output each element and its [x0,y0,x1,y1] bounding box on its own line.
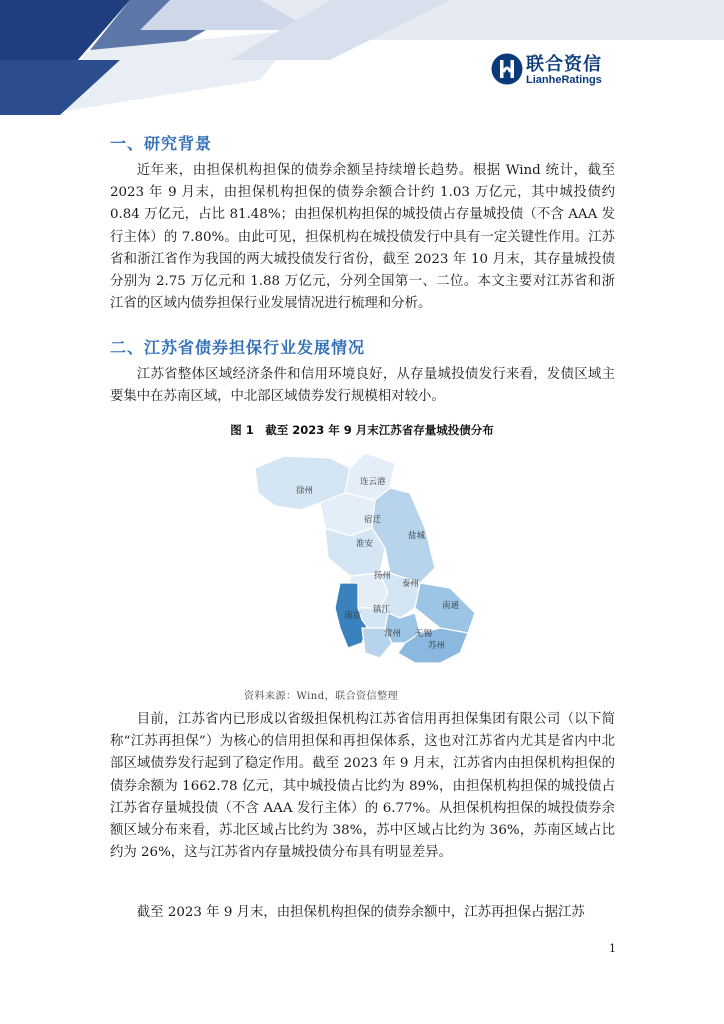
section-1-title: 一、研究背景 [110,134,213,153]
label-nanjing: 南京 [344,611,362,621]
section-2-title: 二、江苏省债券担保行业发展情况 [110,338,366,357]
label-lianyungang: 连云港 [360,477,386,487]
label-suqian: 宿迁 [364,515,382,525]
label-yangzhou: 扬州 [374,571,392,581]
label-zhenjiang: 镇江 [373,605,391,615]
logo-english-name: LianheRatings [526,74,602,86]
label-taizhou: 泰州 [402,579,420,589]
label-suzhou: 苏州 [428,641,446,651]
label-wuxi: 无锡 [415,629,433,639]
body-paragraph-2: 截至 2023 年 9 月末，由担保机构担保的债券余额中，江苏再担保占据江苏 [136,905,585,920]
body-paragraph-1: 目前，江苏省内已形成以省级担保机构江苏省信用再担保集团有限公司（以下简称“江苏再担保”）为核心的信用担保和再担保体系，这也对江苏省内尤其是省内中北部区域债券发行起到了稳定作用。截至 2023 年 9 月末，江苏省内由担保机构担保的债券余额为 1662.78 亿元，其中城投债占比约为 89%，由担保机构担保的城投债占江苏省存量城投债（不含 AAA 发行主体）的 6.77%。从担保机构担保的城投债券余额区域分布来看，苏北区域占比约为 38%，苏中区域占比约为 36%，苏南区域占比约为 26%，这与江苏省内存量城投债分布具有明显差异。 [110,712,615,861]
label-xuzhou: 徐州 [296,486,314,496]
section-1-paragraph: 近年来，由担保机构担保的债券余额呈持续增长趋势。根据 Wind 统计，截至 2023 年 9 月末，由担保机构担保的债券余额合计约 1.03 万亿元，其中城投债约 0.84 万亿元，占比 81.48%；由担保机构担保的城投债占存量城投债（不含 AAA 发行主体）的 7.80%。由此可见，担保机构在城投债发行中具有一定关键性作用。江苏省和浙江省作为我国的两大城投债发行省份，截至 2023 年 10 月末，其存量城投债分别为 2.75 万亿元和 1.88 万亿元，分列全国第一、二位。本文主要对江苏省和浙江省的区域内债券担保行业发展情况进行梳理和分析。 [110,163,615,312]
label-changzhou: 常州 [384,629,402,639]
label-nantong: 南通 [442,601,460,611]
figure-source: 资料来源：Wind，联合资信整理 [244,691,399,702]
lianhe-logo-icon [490,52,524,86]
section-2-paragraph: 江苏省整体区域经济条件和信用环境良好，从存量城投债发行来看，发债区域主要集中在苏南区域，中北部区域债券发行规模相对较小。 [110,367,615,405]
label-yancheng: 盐城 [408,531,426,541]
jiangsu-map [240,448,510,673]
page-number: 1 [609,942,616,955]
label-huaian: 淮安 [356,539,374,549]
figure-title: 图 1 截至 2023 年 9 月末江苏省存量城投债分布 [230,423,494,437]
logo-chinese-name: 联合资信 [526,54,602,75]
